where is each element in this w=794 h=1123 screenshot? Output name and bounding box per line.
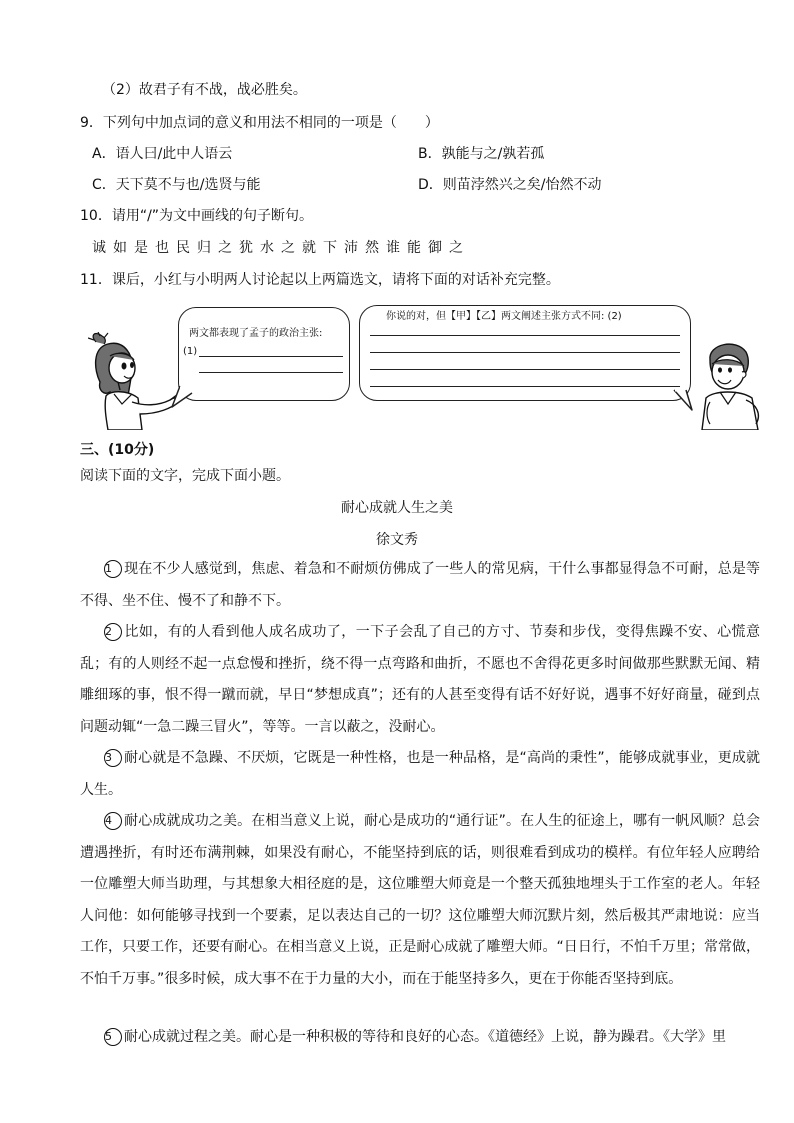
article-paragraph-4: 4 耐心成就成功之美。在相当意义上说，耐心是成功的“通行证”。在人生的征途上，哪有一帆风顺？总会遭遇挫折，有时还布满荆棘，如果没有耐心，不能坚持到底的话，则很难看到成功的模样。有位年轻人应聘给一位雕塑大师当助理，与其想象大相径庭的是，这位雕塑大师竟是一个整天孤独地埋头于工作室的老人。年轻人问他：如何能够寻找到一个要素，足以表达自己的一切？这位雕塑大师沉默片刻，然后极其严肃地说：应当工作，只要工作，还要有耐心。在相当意义上说，正是耐心成就了雕塑大师。“日日行，不怕千万里；常常做，不怕千万事。”很多时候，成大事不在于力量的大小，而在于能坚持多久，更在于你能否坚持到底。 (80, 813, 760, 987)
question-9-option-b: B．孰能与之/孰若孤 (418, 146, 545, 162)
left-answer-blank-2[interactable] (199, 372, 343, 373)
left-bubble-line-1: 两文都表现了孟子的政治主张: (189, 328, 323, 339)
article-author: 徐文秀 (376, 532, 418, 548)
left-bubble-tail (170, 385, 200, 411)
boy-illustration (696, 338, 766, 430)
paragraph-number-4: 4 (104, 812, 122, 830)
left-answer-blank-1[interactable] (199, 356, 343, 357)
article-title: 耐心成就人生之美 (341, 500, 453, 516)
question-11-stem: 11．课后，小红与小明两人讨论起以上两篇选文，请将下面的对话补充完整。 (80, 272, 560, 288)
right-answer-blank-4[interactable] (370, 386, 680, 387)
girl-illustration (88, 332, 184, 430)
question-9-option-a: A．语人曰/此中人语云 (92, 146, 233, 162)
right-bubble-line-1: 你说的对，但【甲】【乙】两文阐述主张方式不同: (2) (386, 311, 622, 322)
right-answer-blank-2[interactable] (370, 352, 680, 353)
question-10-stem: 10．请用“/”为文中画线的句子断句。 (80, 208, 314, 224)
left-speech-bubble (178, 307, 350, 401)
left-bubble-line-2: (1) (183, 346, 198, 357)
right-answer-blank-3[interactable] (370, 369, 680, 370)
paragraph-number-2: 2 (104, 623, 122, 641)
article-paragraph-3: 3 耐心就是不急躁、不厌烦，它既是一种性格，也是一种品格，是“高尚的秉性”，能够成就事业，更成就人生。 (80, 750, 760, 798)
question-9-stem: 9．下列句中加点词的意义和用法不相同的一项是（ ） (80, 115, 439, 131)
question-8-item-2: （2）故君子有不战，战必胜矣。 (102, 82, 307, 98)
article-paragraph-1: 1 现在不少人感觉到，焦虑、着急和不耐烦仿佛成了一些人的常见病，干什么事都显得急不可耐，总是等不得、坐不住、慢不了和静不下。 (80, 561, 760, 609)
paragraph-number-5: 5 (104, 1028, 122, 1046)
question-9-option-d: D．则苗浡然兴之矣/怡然不动 (418, 177, 602, 193)
article-paragraph-5: 5 耐心成就过程之美。耐心是一种积极的等待和良好的心态。《道德经》上说，静为躁君。《大学》里 (105, 1029, 726, 1045)
section-3-instruction: 阅读下面的文字，完成下面小题。 (80, 468, 290, 484)
right-answer-blank-1[interactable] (370, 335, 680, 336)
section-3-heading: 三、(10分) (80, 442, 155, 458)
question-9-option-c: C．天下莫不与也/选贤与能 (92, 177, 261, 193)
paragraph-number-3: 3 (104, 749, 122, 767)
question-10-sentence: 诚如是也民归之犹水之就下沛然谁能御之 (92, 240, 470, 256)
paragraph-number-1: 1 (104, 560, 122, 578)
article-paragraph-2: 2 比如，有的人看到他人成名成功了，一下子会乱了自己的方寸、节奏和步伐，变得焦躁不安、心慌意乱；有的人则经不起一点怠慢和挫折，绕不得一点弯路和曲折，不愿也不舍得花更多时间做那些默默无闻、精雕细琢的事，恨不得一蹴而就，早日“梦想成真”；还有的人甚至变得有话不好好说，遇事不好好商量，碰到点问题动辄“一急二躁三冒火”，等等。一言以蔽之，没耐心。 (80, 624, 760, 735)
right-bubble-tail (668, 388, 698, 414)
